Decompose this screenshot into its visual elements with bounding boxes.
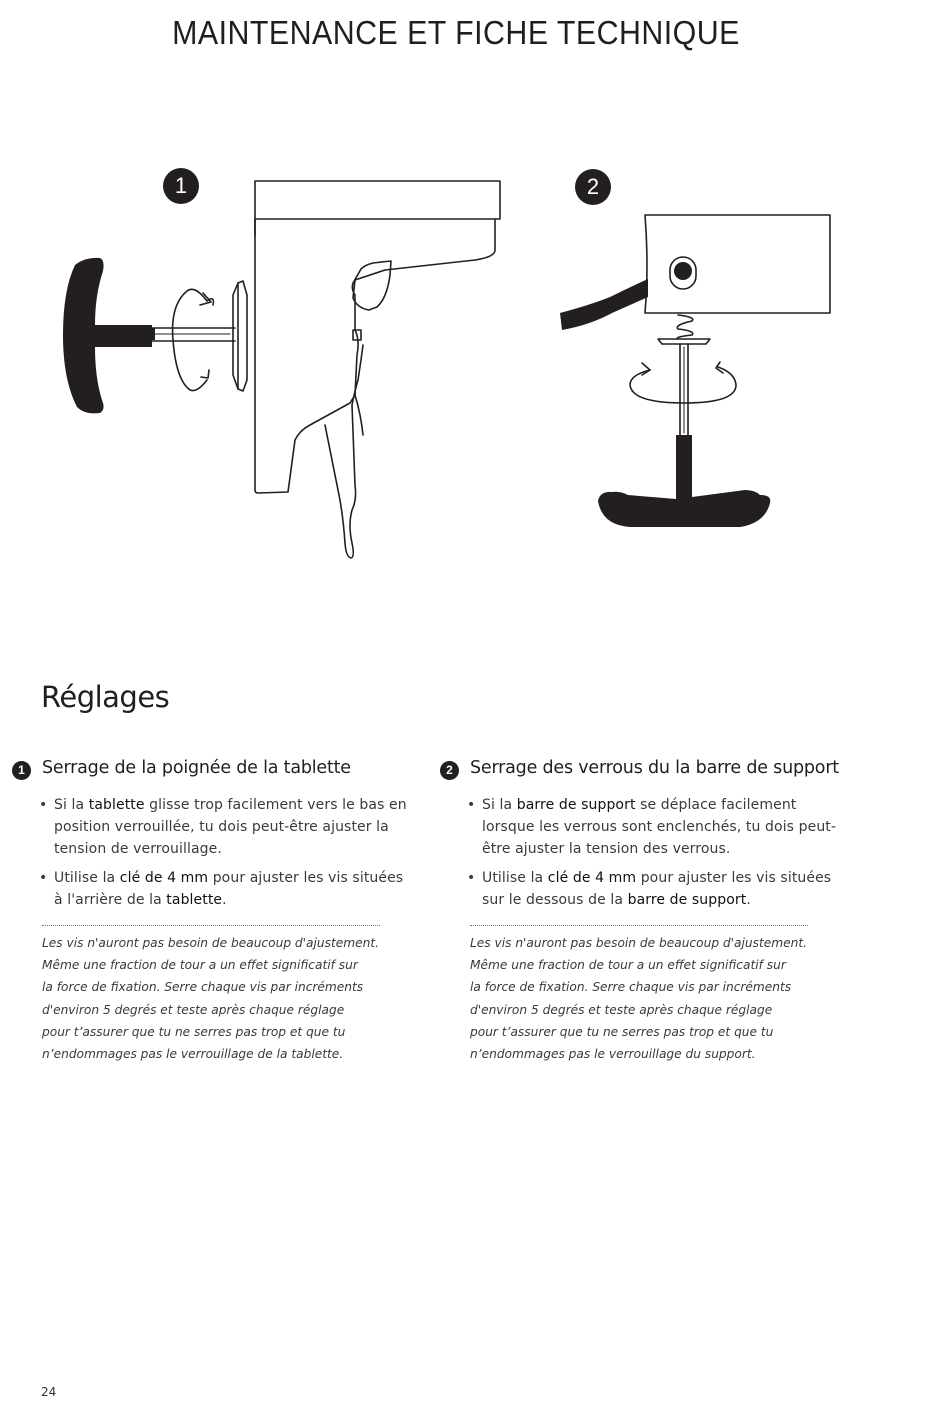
column-2-title: Serrage des verrous du la barre de support [470,758,839,778]
column-2-header [440,758,840,784]
column-1-number-badge: 1 [12,761,31,780]
desk-clamp-tightening-illustration [55,165,515,565]
page-number: 24 [41,1385,57,1399]
bullet-item: • Si la barre de support se déplace facilement lorsque les verrous sont enclenchés, tu dois peut-être ajuster la tension des verrous. [440,794,840,860]
adjustment-column-1 [12,758,412,1065]
dotted-divider [470,925,808,926]
column-1-note: Les vis n'auront pas besoin de beaucoup d'ajustement. Même une fraction de tour a un effet significatif sur la force de fixation. Serre chaque vis par incréments d'environ 5 degrés et teste après chaque réglage pour t’assurer que tu ne serres pas trop et que tu n’endommages pas le verrouillage de la tablette. [42,936,379,1062]
column-2-number-badge: 2 [440,761,459,780]
support-bar-lock-tightening-illustration [550,165,840,545]
column-1-bullets [12,794,412,911]
figure-2-number-badge: 2 [575,169,611,205]
page-title: MAINTENANCE ET FICHE TECHNIQUE [172,14,740,51]
section-heading: Réglages [41,680,170,714]
adjustment-column-2 [440,758,840,1065]
column-1-title: Serrage de la poignée de la tablette [42,758,351,778]
figure-1-number-badge: 1 [163,168,199,204]
figure-2 [550,165,840,545]
bullet-item: • Si la tablette glisse trop facilement vers le bas en position verrouillée, tu dois peut-être ajuster la tension de verrouillage. [12,794,412,860]
bullet-item: • Utilise la clé de 4 mm pour ajuster les vis situées à l'arrière de la tablette. [12,867,412,911]
column-2-bullets [440,794,840,911]
column-1-header [12,758,412,784]
figure-1 [55,165,515,565]
bullet-item: • Utilise la clé de 4 mm pour ajuster les vis situées sur le dessous de la barre de support. [440,867,840,911]
dotted-divider [42,925,380,926]
column-2-note: Les vis n'auront pas besoin de beaucoup d'ajustement. Même une fraction de tour a un effet significatif sur la force de fixation. Serre chaque vis par incréments d'environ 5 degrés et teste après chaque réglage pour t’assurer que tu ne serres pas trop et que tu n’endommages pas le verrouillage du support. [470,936,807,1062]
